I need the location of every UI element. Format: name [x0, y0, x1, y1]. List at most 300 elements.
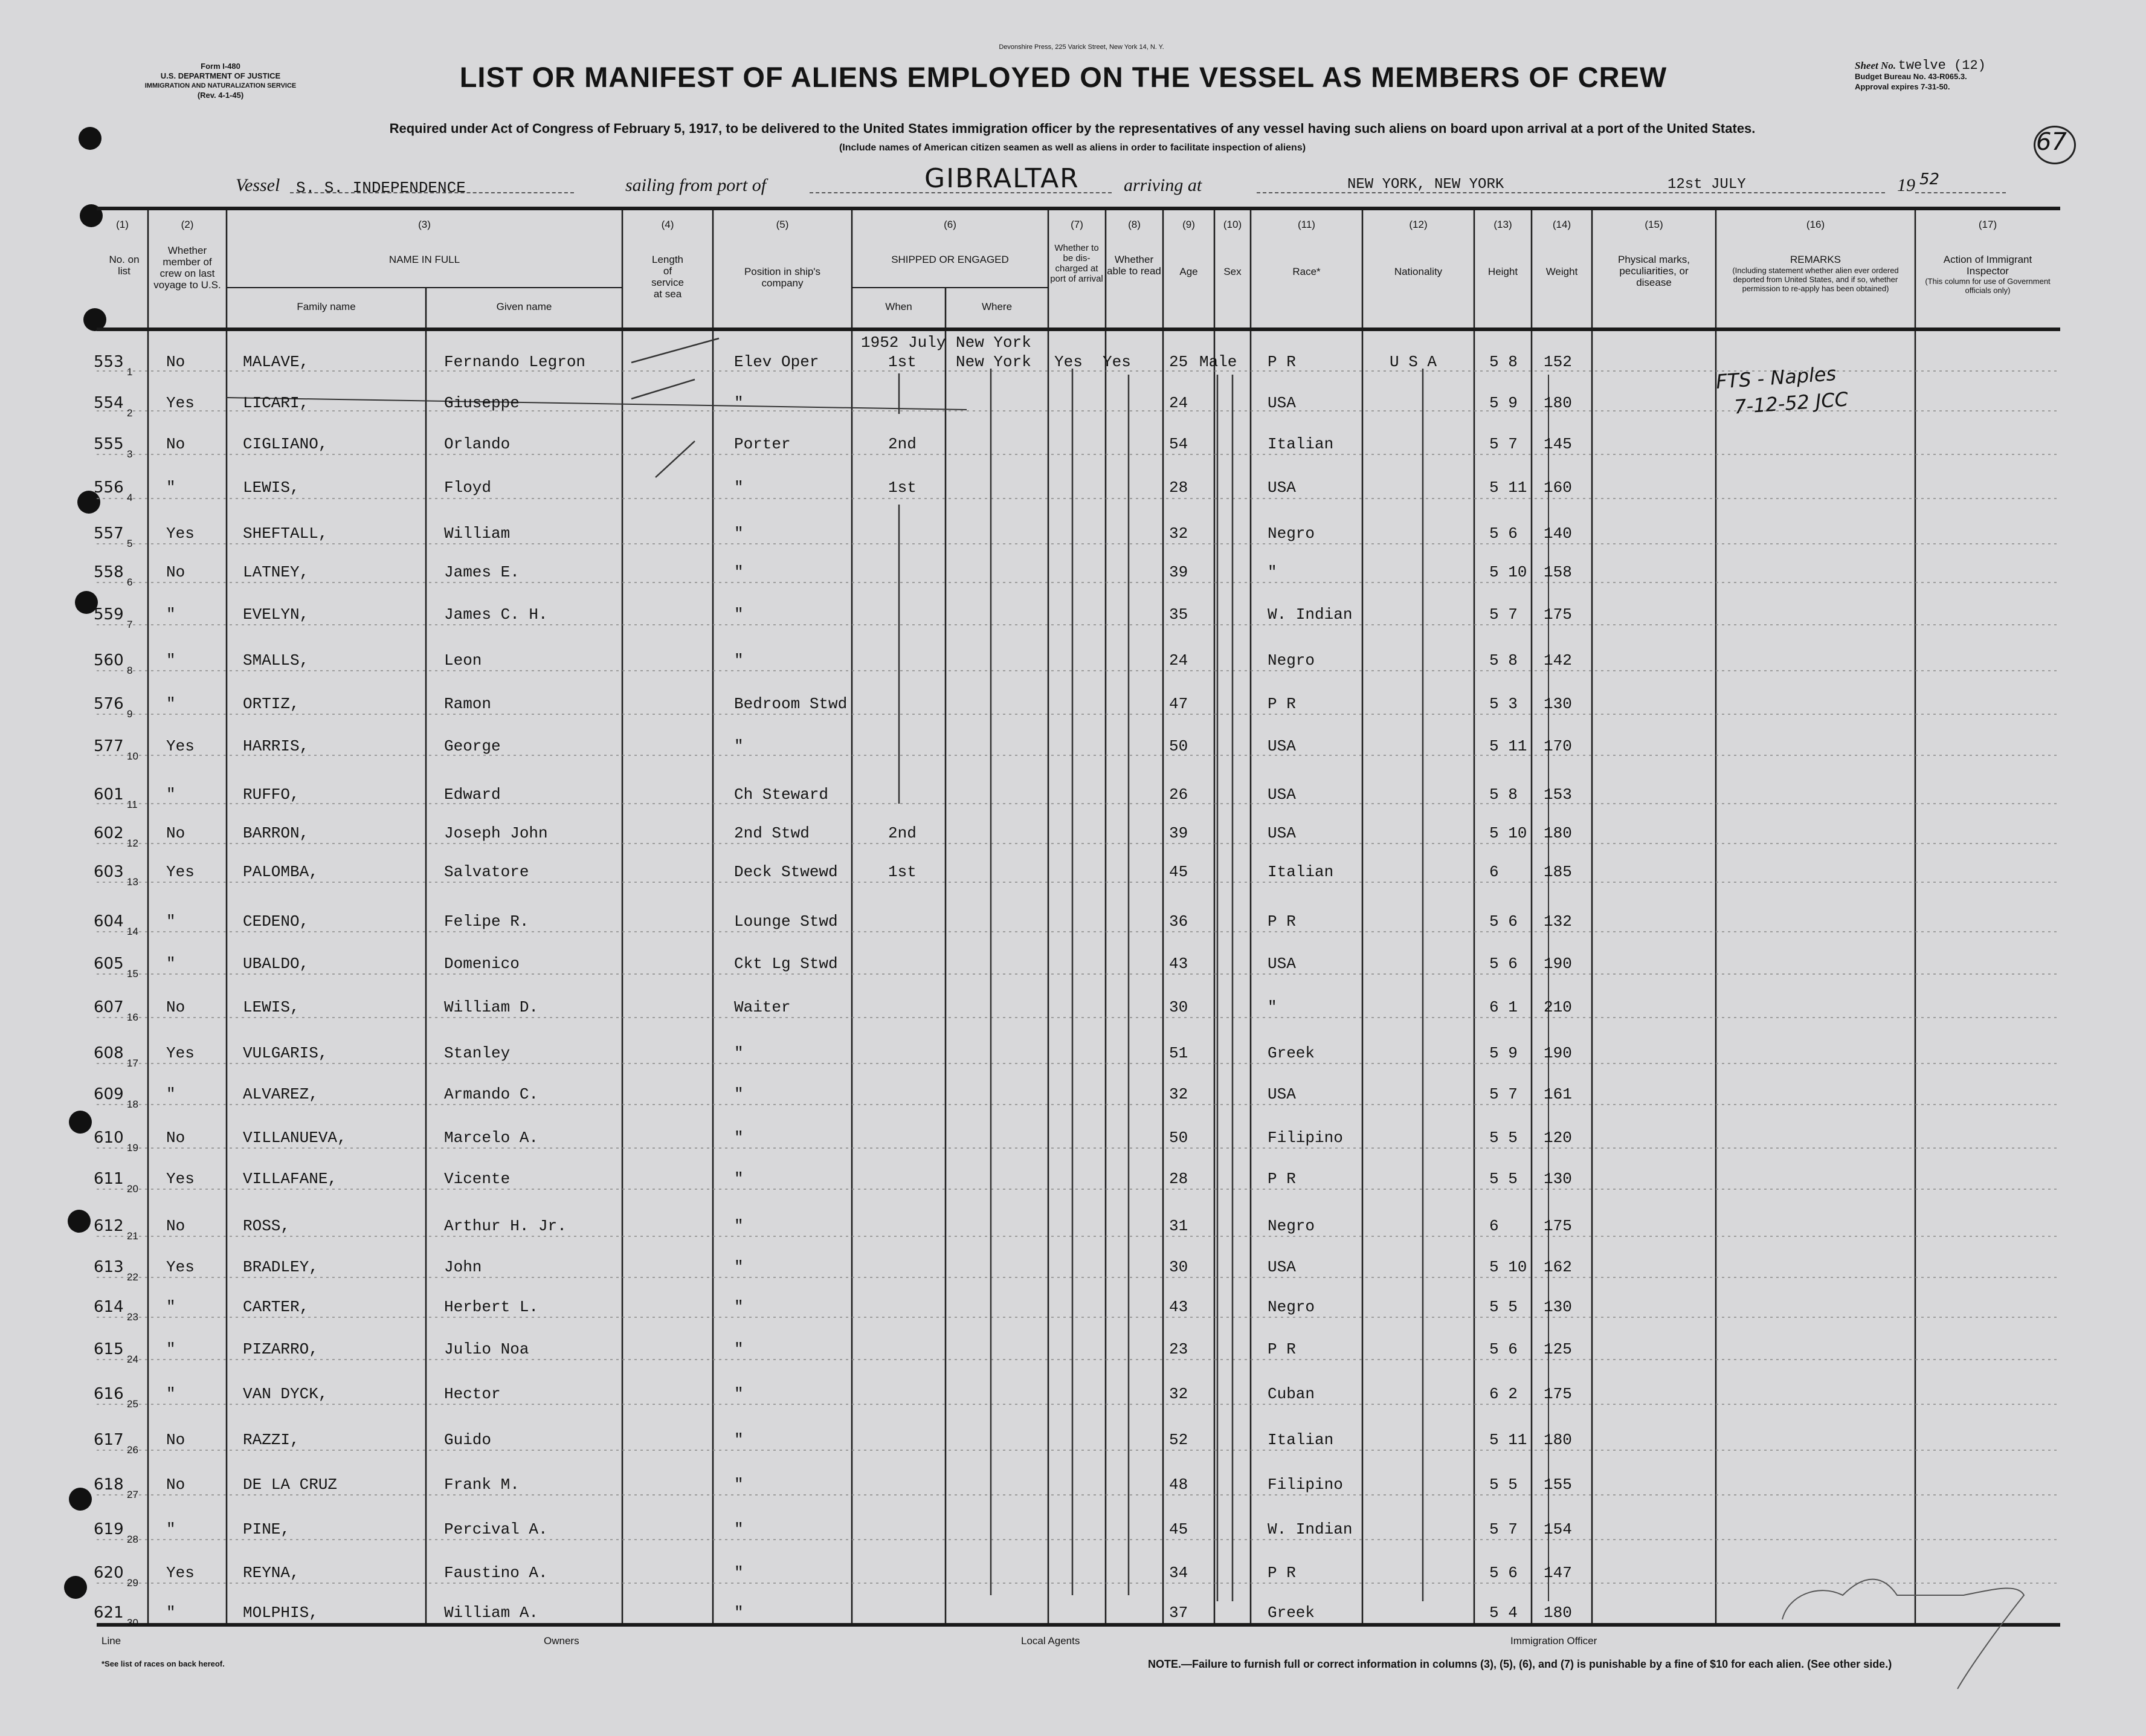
family-name: LICARI, — [243, 394, 309, 412]
age: 50 — [1169, 737, 1188, 755]
position: " — [734, 737, 744, 755]
given-name: James C. H. — [444, 605, 548, 624]
given-name: Stanley — [444, 1044, 511, 1062]
weight: 158 — [1544, 563, 1572, 581]
age: 47 — [1169, 695, 1188, 713]
table-row — [0, 1599, 2146, 1628]
height: 6 1 — [1489, 998, 1518, 1016]
line-index: 5 — [127, 538, 133, 549]
position: " — [734, 1431, 744, 1449]
weight: 161 — [1544, 1085, 1572, 1103]
previous-voyage: " — [166, 479, 176, 497]
line-index: 24 — [127, 1354, 138, 1365]
given-name: Floyd — [444, 479, 492, 497]
previous-voyage: Yes — [166, 394, 195, 412]
line-index: 3 — [127, 448, 133, 460]
race: " — [1268, 563, 1277, 581]
line-index: 7 — [127, 619, 133, 630]
previous-voyage: Yes — [166, 1170, 195, 1188]
age: 48 — [1169, 1476, 1188, 1494]
race: P R — [1268, 1340, 1296, 1358]
height: 5 6 — [1489, 912, 1518, 931]
given-name: Julio Noa — [444, 1340, 529, 1358]
family-name: VILLAFANE, — [243, 1170, 338, 1188]
family-name: REYNA, — [243, 1564, 300, 1582]
list-number: 577 — [94, 737, 124, 755]
line-index: 30 — [127, 1617, 138, 1628]
age: 30 — [1169, 1258, 1188, 1276]
given-name: Ramon — [444, 695, 492, 713]
col15-header: Physical marks, peculiarities, or disease — [1617, 254, 1690, 288]
given-name: Edward — [444, 786, 501, 804]
given-name: Joseph John — [444, 824, 548, 842]
position: " — [734, 1258, 744, 1276]
age: 39 — [1169, 824, 1188, 842]
line-index: 18 — [127, 1099, 138, 1110]
table-row — [0, 601, 2146, 630]
previous-voyage: Yes — [166, 1044, 195, 1062]
given-name: Vicente — [444, 1170, 511, 1188]
budget-number: Budget Bureau No. 43-R065.3. — [1855, 72, 1967, 81]
age: 43 — [1169, 955, 1188, 973]
height: 5 3 — [1489, 695, 1518, 713]
height: 5 7 — [1489, 1085, 1518, 1103]
col13-number: (13) — [1494, 219, 1512, 230]
line-index: 9 — [127, 708, 133, 720]
weight: 145 — [1544, 435, 1572, 453]
list-number: 560 — [94, 651, 124, 670]
table-row — [0, 993, 2146, 1023]
shipped-when: 2nd — [888, 435, 917, 453]
list-number: 559 — [94, 605, 124, 624]
given-name: Percival A. — [444, 1520, 548, 1538]
weight: 162 — [1544, 1258, 1572, 1276]
given-name: Frank M. — [444, 1476, 520, 1494]
footer-officer-label: Immigration Officer — [1510, 1635, 1597, 1647]
previous-voyage: " — [166, 651, 176, 670]
weight: 142 — [1544, 651, 1572, 670]
previous-voyage: " — [166, 695, 176, 713]
family-name: CARTER, — [243, 1298, 309, 1316]
given-name: Armando C. — [444, 1085, 539, 1103]
race: Negro — [1268, 524, 1315, 543]
family-name: LEWIS, — [243, 998, 300, 1016]
table-row — [0, 732, 2146, 762]
list-number: 558 — [94, 563, 124, 581]
table-row — [0, 1212, 2146, 1242]
list-number: 608 — [94, 1044, 124, 1062]
weight: 180 — [1544, 1431, 1572, 1449]
family-name: VAN DYCK, — [243, 1385, 328, 1403]
position: " — [734, 524, 744, 543]
family-name: VILLANUEVA, — [243, 1129, 347, 1147]
previous-voyage: No — [166, 435, 185, 453]
table-row — [0, 1039, 2146, 1069]
sailing-label: sailing from port of — [625, 175, 767, 195]
height: 5 5 — [1489, 1476, 1518, 1494]
list-number: 621 — [94, 1604, 124, 1622]
list-number: 553 — [94, 353, 124, 371]
list-number: 609 — [94, 1085, 124, 1103]
family-name: DE LA CRUZ — [243, 1476, 338, 1494]
table-row — [0, 1559, 2146, 1589]
line-index: 22 — [127, 1271, 138, 1283]
requirement-note: (Include names of American citizen seamen as well as aliens in order to facilitate inspection of aliens) — [839, 143, 1306, 153]
family-name-header: Family name — [297, 301, 356, 312]
height: 6 2 — [1489, 1385, 1518, 1403]
height: 5 9 — [1489, 1044, 1518, 1062]
list-number: 612 — [94, 1217, 124, 1235]
weight: 153 — [1544, 786, 1572, 804]
position: " — [734, 563, 744, 581]
col9-number: (9) — [1182, 219, 1195, 230]
family-name: LATNEY, — [243, 563, 309, 581]
col14-header: Weight — [1545, 266, 1578, 277]
age: 50 — [1169, 1129, 1188, 1147]
previous-voyage: " — [166, 912, 176, 931]
table-row — [0, 690, 2146, 720]
previous-voyage: No — [166, 353, 185, 371]
height: 5 6 — [1489, 955, 1518, 973]
weight: 147 — [1544, 1564, 1572, 1582]
table-row — [0, 1124, 2146, 1154]
family-name: SHEFTALL, — [243, 524, 328, 543]
age: 39 — [1169, 563, 1188, 581]
position: Bedroom Stwd — [734, 695, 848, 713]
race: USA — [1268, 737, 1296, 755]
previous-voyage: No — [166, 1129, 185, 1147]
height: 5 10 — [1489, 1258, 1527, 1276]
list-number: 576 — [94, 695, 124, 713]
col1-header: No. on list — [109, 254, 140, 277]
weight: 130 — [1544, 1298, 1572, 1316]
given-name: Felipe R. — [444, 912, 529, 931]
shipped-where-top: New York — [956, 334, 1031, 352]
table-row — [0, 520, 2146, 549]
age: 51 — [1169, 1044, 1188, 1062]
race: Italian — [1268, 863, 1334, 881]
given-name: William A. — [444, 1604, 539, 1622]
given-name: Arthur H. Jr. — [444, 1217, 567, 1235]
remarks-annotation-line1: FTS - Naples — [1715, 362, 1837, 393]
col17-number: (17) — [1978, 219, 1997, 230]
table-row — [0, 781, 2146, 810]
list-number: 613 — [94, 1258, 124, 1276]
given-name: Marcelo A. — [444, 1129, 539, 1147]
remarks-annotation-line2: 7-12-52 JCC — [1733, 387, 1849, 419]
previous-voyage: No — [166, 1431, 185, 1449]
list-number: 555 — [94, 435, 124, 453]
races-footnote: *See list of races on back hereof. — [102, 1659, 225, 1668]
age: 26 — [1169, 786, 1188, 804]
position: Deck Stwewd — [734, 863, 838, 881]
line-index: 14 — [127, 926, 138, 937]
family-name: CEDENO, — [243, 912, 309, 931]
family-name: BRADLEY, — [243, 1258, 318, 1276]
col14-number: (14) — [1552, 219, 1571, 230]
line-index: 6 — [127, 576, 133, 588]
position: Waiter — [734, 998, 791, 1016]
position: " — [734, 1340, 744, 1358]
department: U.S. DEPARTMENT OF JUSTICE — [160, 71, 281, 80]
race: Filipino — [1268, 1129, 1343, 1147]
weight: 130 — [1544, 695, 1572, 713]
line-index: 10 — [127, 750, 138, 762]
race: W. Indian — [1268, 605, 1353, 624]
weight: 180 — [1544, 1604, 1572, 1622]
previous-voyage: " — [166, 1604, 176, 1622]
age: 25 — [1169, 353, 1188, 371]
line-index: 1 — [127, 366, 133, 378]
sex: Male — [1199, 353, 1237, 371]
list-number: 602 — [94, 824, 124, 842]
height: 5 10 — [1489, 563, 1527, 581]
race: P R — [1268, 695, 1296, 713]
race: Greek — [1268, 1044, 1315, 1062]
weight: 210 — [1544, 998, 1572, 1016]
footer-owners-label: Owners — [544, 1635, 579, 1647]
height: 5 5 — [1489, 1170, 1518, 1188]
given-name-header: Given name — [496, 301, 552, 312]
position: " — [734, 394, 744, 412]
given-name: John — [444, 1258, 482, 1276]
age: 24 — [1169, 651, 1188, 670]
age: 34 — [1169, 1564, 1188, 1582]
col16-header: REMARKS — [1790, 254, 1842, 265]
position: 2nd Stwd — [734, 824, 810, 842]
list-number: 607 — [94, 998, 124, 1016]
requirement-text: Required under Act of Congress of February 5, 1917, to be delivered to the United States immigration officer by the representatives of any vessel having such aliens on board upon arrival at a port of the United States. — [389, 121, 1756, 136]
sheet-value: twelve (12) — [1898, 58, 1986, 73]
age: 32 — [1169, 1385, 1188, 1403]
family-name: ALVAREZ, — [243, 1085, 318, 1103]
table-row — [0, 1293, 2146, 1323]
col12-header: Nationality — [1394, 266, 1443, 277]
previous-voyage: Yes — [166, 1258, 195, 1276]
race: Italian — [1268, 435, 1334, 453]
age: 24 — [1169, 394, 1188, 412]
arrival-port: NEW YORK, NEW YORK — [1347, 176, 1504, 193]
position: " — [734, 1520, 744, 1538]
weight: 125 — [1544, 1340, 1572, 1358]
previous-voyage: Yes — [166, 863, 195, 881]
age: 35 — [1169, 605, 1188, 624]
vessel-name: S. S. INDEPENDENCE — [296, 179, 466, 197]
shipped-when: 1st — [888, 863, 917, 881]
race: Negro — [1268, 1217, 1315, 1235]
race: P R — [1268, 1170, 1296, 1188]
height: 5 11 — [1489, 479, 1527, 497]
weight: 175 — [1544, 1385, 1572, 1403]
previous-voyage: No — [166, 1217, 185, 1235]
table-row — [0, 430, 2146, 460]
page-number: 67 — [2036, 128, 2067, 156]
race: Greek — [1268, 1604, 1315, 1622]
footer-agents-label: Local Agents — [1021, 1635, 1080, 1647]
family-name: ORTIZ, — [243, 695, 300, 713]
able-to-read: Yes — [1103, 353, 1131, 371]
age: 37 — [1169, 1604, 1188, 1622]
previous-voyage: Yes — [166, 524, 195, 543]
position: Elev Oper — [734, 353, 819, 371]
age: 23 — [1169, 1340, 1188, 1358]
race: Italian — [1268, 1431, 1334, 1449]
family-name: RUFFO, — [243, 786, 300, 804]
height: 5 6 — [1489, 1340, 1518, 1358]
list-number: 554 — [94, 394, 124, 412]
race: Cuban — [1268, 1385, 1315, 1403]
given-name: Fernando Legron — [444, 353, 586, 371]
position: " — [734, 1298, 744, 1316]
shipped-when: 1st — [888, 479, 917, 497]
table-row — [0, 858, 2146, 888]
line-index: 11 — [127, 799, 138, 810]
given-name: Leon — [444, 651, 482, 670]
table-row — [0, 474, 2146, 503]
col17-header: Action of Immigrant Inspector — [1943, 254, 2032, 277]
previous-voyage: " — [166, 786, 176, 804]
age: 32 — [1169, 1085, 1188, 1103]
position: " — [734, 1604, 744, 1622]
printer-imprint: Devonshire Press, 225 Varick Street, New York 14, N. Y. — [999, 44, 1164, 51]
given-name: James E. — [444, 563, 520, 581]
height: 5 4 — [1489, 1604, 1518, 1622]
height: 5 5 — [1489, 1298, 1518, 1316]
previous-voyage: " — [166, 605, 176, 624]
given-name: George — [444, 737, 501, 755]
col5-header: Position in ship's company — [744, 266, 821, 289]
position: " — [734, 605, 744, 624]
age: 45 — [1169, 863, 1188, 881]
table-row — [0, 819, 2146, 849]
list-number: 617 — [94, 1431, 124, 1449]
height: 5 7 — [1489, 1520, 1518, 1538]
col3-header: NAME IN FULL — [388, 254, 460, 265]
col11-number: (11) — [1298, 219, 1315, 230]
family-name: EVELYN, — [243, 605, 309, 624]
race: Negro — [1268, 651, 1315, 670]
table-row — [0, 1165, 2146, 1195]
given-name: Salvatore — [444, 863, 529, 881]
weight: 140 — [1544, 524, 1572, 543]
age: 52 — [1169, 1431, 1188, 1449]
weight: 154 — [1544, 1520, 1572, 1538]
table-row — [0, 1426, 2146, 1456]
race: USA — [1268, 479, 1296, 497]
col9-header: Age — [1179, 266, 1198, 277]
position: " — [734, 1129, 744, 1147]
race: USA — [1268, 1085, 1296, 1103]
race: USA — [1268, 955, 1296, 973]
family-name: RAZZI, — [243, 1431, 300, 1449]
arrival-date: 12st JULY — [1668, 176, 1746, 193]
col7-header: Whether to be dis-charged at port of arrival — [1050, 243, 1103, 284]
list-number: 557 — [94, 524, 124, 543]
height: 5 8 — [1489, 786, 1518, 804]
list-number: 605 — [94, 955, 124, 973]
previous-voyage: " — [166, 1385, 176, 1403]
race: P R — [1268, 912, 1296, 931]
height: 5 7 — [1489, 435, 1518, 453]
line-index: 26 — [127, 1444, 138, 1456]
vessel-label: Vessel — [236, 175, 280, 195]
col11-header: Race* — [1292, 266, 1321, 277]
height: 5 7 — [1489, 605, 1518, 624]
family-name: UBALDO, — [243, 955, 309, 973]
position: Porter — [734, 435, 791, 453]
race: USA — [1268, 1258, 1296, 1276]
weight: 185 — [1544, 863, 1572, 881]
race: P R — [1268, 1564, 1296, 1582]
family-name: ROSS, — [243, 1217, 291, 1235]
line-index: 2 — [127, 407, 133, 419]
family-name: PIZARRO, — [243, 1340, 318, 1358]
position: " — [734, 651, 744, 670]
port-name: GIBRALTAR — [924, 163, 1080, 194]
table-row — [0, 558, 2146, 588]
position: Lounge Stwd — [734, 912, 838, 931]
table-row — [0, 647, 2146, 676]
col10-header: Sex — [1223, 266, 1242, 277]
family-name: VULGARIS, — [243, 1044, 328, 1062]
family-name: CIGLIANO, — [243, 435, 328, 453]
line-index: 27 — [127, 1489, 138, 1500]
previous-voyage: No — [166, 998, 185, 1016]
where-header: Where — [981, 301, 1013, 312]
when-header: When — [885, 301, 912, 312]
weight: 120 — [1544, 1129, 1572, 1147]
family-name: MOLPHIS, — [243, 1604, 318, 1622]
race: Negro — [1268, 1298, 1315, 1316]
previous-voyage: No — [166, 563, 185, 581]
previous-voyage: Yes — [166, 1564, 195, 1582]
line-index: 21 — [127, 1230, 138, 1242]
previous-voyage: " — [166, 1298, 176, 1316]
given-name: Hector — [444, 1385, 501, 1403]
race: USA — [1268, 824, 1296, 842]
height: 5 8 — [1489, 353, 1518, 371]
age: 36 — [1169, 912, 1188, 931]
previous-voyage: " — [166, 1340, 176, 1358]
age: 28 — [1169, 1170, 1188, 1188]
age: 43 — [1169, 1298, 1188, 1316]
line-index: 4 — [127, 492, 133, 503]
position: " — [734, 1476, 744, 1494]
table-row — [0, 1515, 2146, 1545]
fine-note: NOTE.—Failure to furnish full or correct information in columns (3), (5), (6), and (7) is punishable by a fine of $10 for each alien. (See other side.) — [1148, 1658, 1892, 1670]
previous-voyage: No — [166, 1476, 185, 1494]
previous-voyage: Yes — [166, 737, 195, 755]
line-index: 29 — [127, 1577, 138, 1589]
shipped-when: 1st — [888, 353, 917, 371]
position: " — [734, 1385, 744, 1403]
revision: (Rev. 4-1-45) — [197, 91, 244, 100]
col17-subheader: (This column for use of Government officials only) — [1925, 277, 2051, 295]
col12-number: (12) — [1409, 219, 1428, 230]
family-name: HARRIS, — [243, 737, 309, 755]
position: " — [734, 1564, 744, 1582]
position: " — [734, 1085, 744, 1103]
approval-expiry: Approval expires 7-31-50. — [1855, 82, 1950, 91]
weight: 175 — [1544, 605, 1572, 624]
given-name: Faustino A. — [444, 1564, 548, 1582]
year-suffix: 52 — [1919, 170, 1940, 189]
weight: 175 — [1544, 1217, 1572, 1235]
race: W. Indian — [1268, 1520, 1353, 1538]
position: " — [734, 1044, 744, 1062]
col1-number: (1) — [116, 219, 129, 230]
race: " — [1268, 998, 1277, 1016]
